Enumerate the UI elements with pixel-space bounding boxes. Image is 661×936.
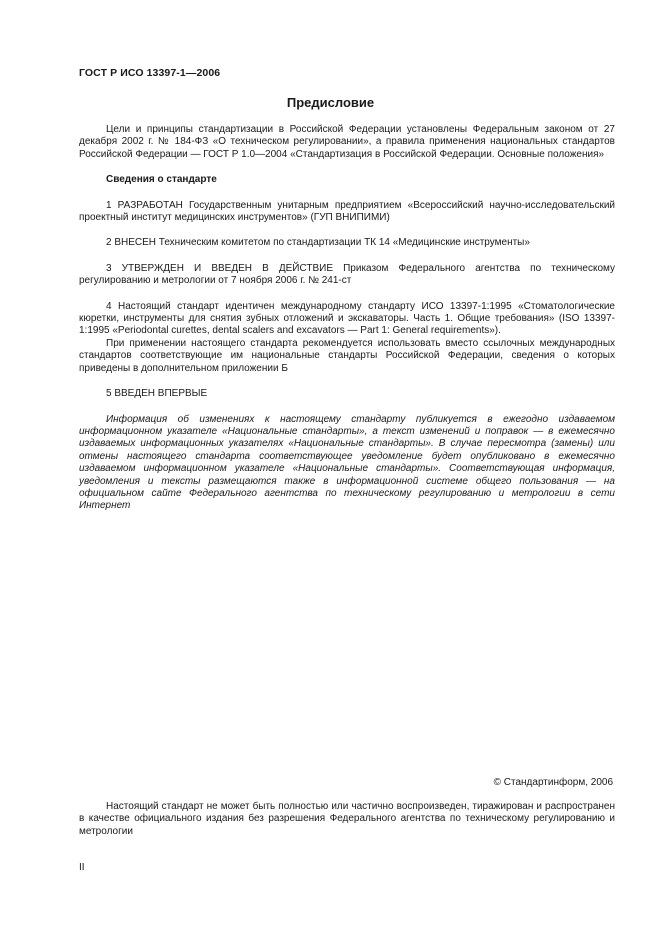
section-subheading: Сведения о стандарте	[106, 174, 217, 186]
reproduction-notice	[79, 801, 615, 838]
standard-code-header: ГОСТ Р ИСО 13397-1—2006	[79, 67, 221, 79]
item-approved: 3 УТВЕРЖДЕН И ВВЕДЕН В ДЕЙСТВИЕ Приказом Федерального агентства по техническому регулированию и метрологии от 7 ноября 2006 г. № 241-ст	[79, 262, 615, 287]
item-references-note: При применении настоящего стандарта рекомендуется использовать вместо ссылочных международных стандартов соответствующие им национальные стандарты Российской Федерации, сведения о которых приведены в дополнительном приложении Б	[79, 337, 615, 374]
item-identical: 4 Настоящий стандарт идентичен международному стандарту ИСО 13397-1:1995 «Стоматологические кюретки, инструменты для снятия зубных отложений и экскаваторы. Часть 1. Общие требования» (ISO 13397-1:1995 «Periodontal curettes, dental scalers and excavators — Part 1: General requirements»).	[79, 300, 615, 337]
item-submitted: 2 ВНЕСЕН Техническим комитетом по стандартизации ТК 14 «Медицинские инструменты»	[106, 237, 530, 249]
changes-info-paragraph: Информация об изменениях к настоящему стандарту публикуется в ежегодно издаваемом информационном указателе «Национальные стандарты», а текст изменений и поправок — в ежемесячно издаваемых информационных указателях «Национальные стандарты». В случае пересмотра (замены) или отмены настоящего стандарта соответствующее уведомление будет опубликовано в ежемесячно издаваемом информационном указателе «Национальные стандарты». Соответствующая информация, уведомления и тексты размещаются также в информационной системе общего пользования — на официальном сайте Федерального агентства по техническому регулированию и метрологии в сети Интернет	[79, 413, 615, 512]
page-title: Предисловие	[286, 95, 375, 110]
item-first-introduced: 5 ВВЕДЕН ВПЕРВЫЕ	[106, 388, 208, 400]
reproduction-notice-text: Настоящий стандарт не может быть полностью или частично воспроизведен, тиражирован и распространен в качестве официального издания без разрешения Федерального агентства по техническому регулированию и метрологии	[79, 801, 615, 837]
copyright-notice: © Стандартинформ, 2006	[493, 777, 613, 788]
intro-paragraph: Цели и принципы стандартизации в Российской Федерации установлены Федеральным законом от 27 декабря 2002 г. № 184-ФЗ «О техническом регулировании», а правила применения национальных стандартов Российской Федерации — ГОСТ Р 1.0—2004 «Стандартизация в Российской Федерации. Основные положения»	[79, 124, 615, 160]
item-developed: 1 РАЗРАБОТАН Государственным унитарным предприятием «Всероссийский научно-исследовательский проектный институт медицинских инструментов» (ГУП ВНИПИМИ)	[79, 199, 615, 224]
foreword-body	[79, 124, 615, 513]
page-number: II	[79, 862, 85, 873]
